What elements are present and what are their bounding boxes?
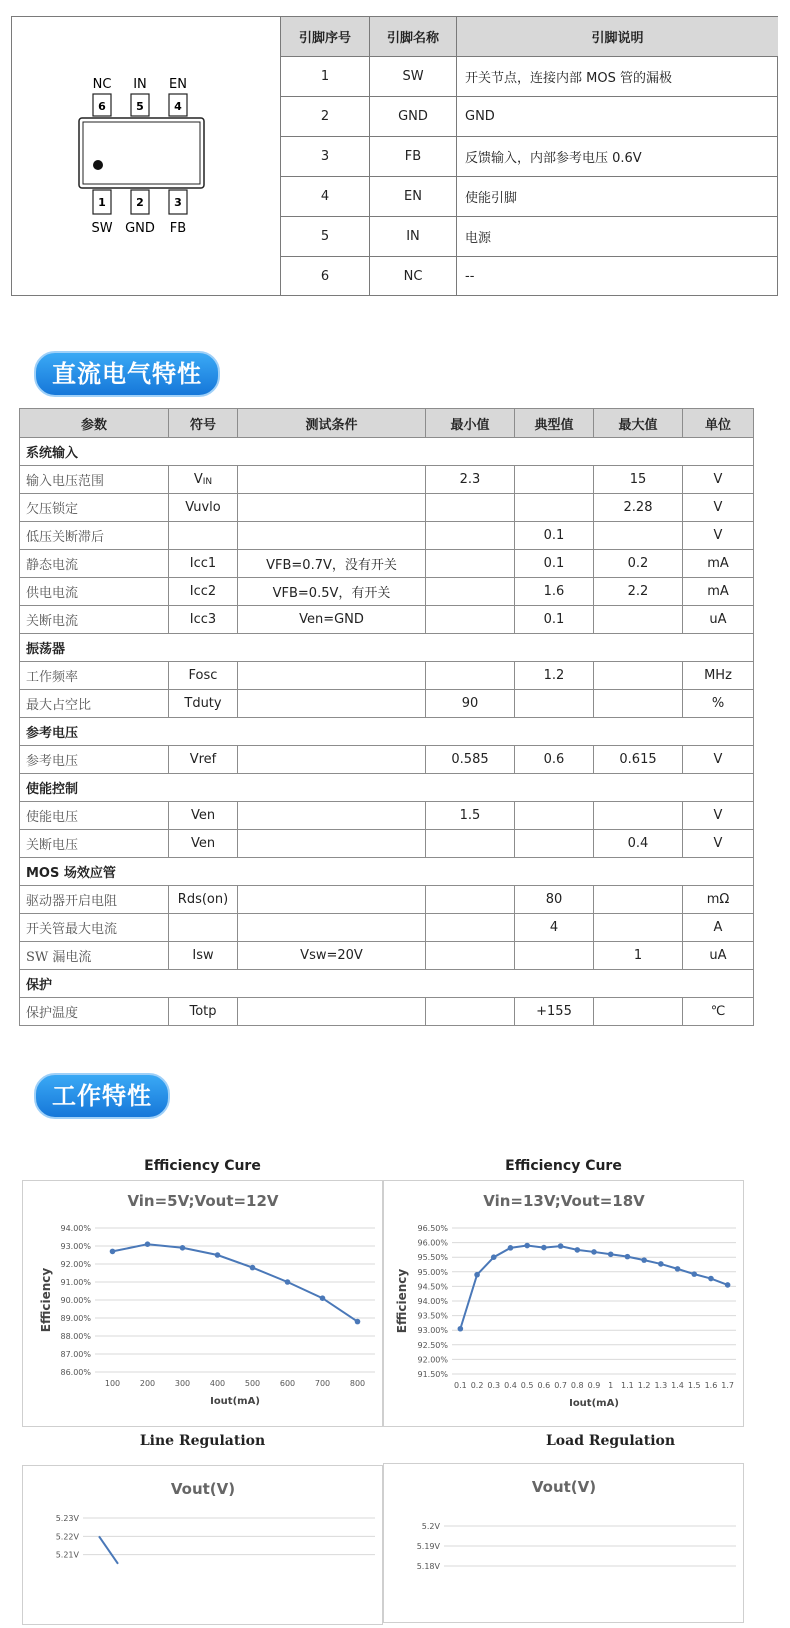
unit-cell: V bbox=[683, 494, 754, 522]
unit-cell: uA bbox=[683, 942, 754, 970]
chart-subtitle: Vin=13V;Vout=18V bbox=[483, 1192, 645, 1210]
pin-number-cell: 1 bbox=[281, 57, 370, 97]
symbol-cell: Vuvlo bbox=[169, 494, 238, 522]
chart-svg bbox=[384, 1464, 743, 1622]
typ-cell: 1.6 bbox=[515, 578, 594, 606]
max-cell bbox=[594, 886, 683, 914]
table-row bbox=[281, 137, 779, 177]
x-tick-label: 400 bbox=[209, 1379, 226, 1388]
param-cell: 欠压锁定 bbox=[20, 494, 169, 522]
data-point bbox=[725, 1282, 731, 1288]
pin-number: 1 bbox=[98, 196, 106, 209]
data-point bbox=[145, 1241, 151, 1247]
unit-cell: uA bbox=[683, 606, 754, 634]
max-cell: 15 bbox=[594, 466, 683, 494]
symbol-cell: Isw bbox=[169, 942, 238, 970]
typ-cell: 0.1 bbox=[515, 550, 594, 578]
pin-number: 4 bbox=[174, 100, 182, 113]
data-point bbox=[641, 1257, 647, 1263]
y-tick-label: 5.23V bbox=[55, 1514, 79, 1523]
package-drawing bbox=[12, 17, 280, 295]
pin-name-cell: FB bbox=[370, 137, 457, 177]
condition-cell: Ven=GND bbox=[238, 606, 426, 634]
pin-label-top: NC bbox=[92, 77, 112, 92]
max-cell: 0.615 bbox=[594, 746, 683, 774]
x-tick-label: 1 bbox=[608, 1381, 614, 1390]
y-tick-label: 96.00% bbox=[417, 1238, 448, 1248]
x-tick-label: 300 bbox=[174, 1379, 191, 1388]
x-tick-label: 0.4 bbox=[504, 1381, 517, 1390]
min-cell: 2.3 bbox=[426, 466, 515, 494]
typ-cell: 0.1 bbox=[515, 522, 594, 550]
data-point bbox=[355, 1319, 361, 1325]
symbol-cell bbox=[169, 522, 238, 550]
data-point bbox=[691, 1271, 697, 1277]
typ-cell bbox=[515, 466, 594, 494]
typ-cell: 80 bbox=[515, 886, 594, 914]
y-tick-label: 92.00% bbox=[417, 1355, 448, 1365]
min-cell: 1.5 bbox=[426, 802, 515, 830]
y-tick-label: 87.00% bbox=[60, 1350, 91, 1359]
symbol-cell: VIN bbox=[169, 466, 238, 494]
y-tick-label: 89.00% bbox=[60, 1314, 91, 1323]
section-title-working: 工作特性 bbox=[34, 1073, 170, 1119]
pin-description-table bbox=[280, 17, 778, 296]
data-point bbox=[110, 1249, 116, 1255]
table-row bbox=[20, 746, 754, 774]
condition-cell bbox=[238, 466, 426, 494]
category-row bbox=[20, 858, 754, 886]
table-row bbox=[20, 662, 754, 690]
unit-cell: MHz bbox=[683, 662, 754, 690]
table-row bbox=[20, 690, 754, 718]
max-cell: 2.28 bbox=[594, 494, 683, 522]
param-cell: 工作频率 bbox=[20, 662, 169, 690]
chart-svg bbox=[23, 1181, 382, 1426]
category-label: 保护 bbox=[20, 970, 754, 998]
unit-cell: mΩ bbox=[683, 886, 754, 914]
typ-cell: +155 bbox=[515, 998, 594, 1026]
x-tick-label: 500 bbox=[244, 1379, 261, 1388]
x-axis-label: Iout(mA) bbox=[210, 1396, 260, 1407]
condition-cell bbox=[238, 998, 426, 1026]
param-cell: 低压关断滞后 bbox=[20, 522, 169, 550]
condition-cell bbox=[238, 522, 426, 550]
data-point bbox=[591, 1249, 597, 1255]
x-tick-label: 1.2 bbox=[637, 1381, 651, 1390]
y-tick-label: 5.19V bbox=[416, 1542, 440, 1551]
x-tick-label: 1.6 bbox=[704, 1381, 718, 1390]
data-point bbox=[180, 1245, 186, 1251]
typ-cell bbox=[515, 942, 594, 970]
y-tick-label: 5.22V bbox=[55, 1532, 79, 1542]
min-cell bbox=[426, 998, 515, 1026]
header-cell: 引脚序号 bbox=[281, 17, 370, 57]
top-pin-row bbox=[93, 77, 187, 116]
typ-cell: 0.1 bbox=[515, 606, 594, 634]
unit-cell: V bbox=[683, 466, 754, 494]
section-title-electrical: 直流电气特性 bbox=[34, 351, 220, 397]
y-tick-label: 90.00% bbox=[60, 1296, 91, 1305]
category-row bbox=[20, 438, 754, 466]
x-tick-label: 0.9 bbox=[587, 1381, 601, 1390]
y-tick-label: 94.50% bbox=[417, 1282, 448, 1292]
electrical-characteristics-table bbox=[19, 408, 754, 1026]
unit-cell: V bbox=[683, 746, 754, 774]
pin-number: 6 bbox=[98, 100, 106, 113]
y-axis-label: Efficiency bbox=[395, 1268, 409, 1334]
param-cell: 关断电流 bbox=[20, 606, 169, 634]
pin-label-bottom: SW bbox=[91, 221, 113, 236]
param-cell: 输入电压范围 bbox=[20, 466, 169, 494]
y-tick-label: 94.00% bbox=[60, 1224, 91, 1233]
category-row bbox=[20, 970, 754, 998]
condition-cell bbox=[238, 830, 426, 858]
pin-number: 2 bbox=[136, 196, 144, 209]
bottom-pin-row bbox=[91, 190, 187, 236]
y-tick-label: 94.00% bbox=[417, 1297, 448, 1306]
unit-cell: V bbox=[683, 522, 754, 550]
pin-desc-cell: GND bbox=[457, 97, 779, 137]
max-cell: 2.2 bbox=[594, 578, 683, 606]
pin-desc-cell: 反馈输入，内部参考电压 0.6V bbox=[457, 137, 779, 177]
x-tick-label: 0.1 bbox=[453, 1381, 467, 1390]
series-line bbox=[99, 1536, 118, 1564]
table-header-row bbox=[20, 409, 754, 438]
data-point bbox=[541, 1245, 547, 1251]
data-point bbox=[320, 1295, 326, 1301]
min-cell bbox=[426, 550, 515, 578]
header-cell: 参数 bbox=[20, 409, 169, 438]
max-cell bbox=[594, 802, 683, 830]
condition-cell: VFB=0.5V，有开关 bbox=[238, 578, 426, 606]
y-tick-label: 86.00% bbox=[60, 1368, 91, 1377]
chart-title: Line Regulation bbox=[139, 1433, 266, 1449]
y-tick-label: 93.50% bbox=[417, 1311, 448, 1321]
symbol-cell: Ven bbox=[169, 830, 238, 858]
symbol-cell: Icc3 bbox=[169, 606, 238, 634]
pin-label-bottom: GND bbox=[125, 221, 155, 236]
symbol-cell: Rds(on) bbox=[169, 886, 238, 914]
y-tick-label: 95.00% bbox=[417, 1267, 448, 1277]
pin1-marker-dot bbox=[93, 160, 103, 170]
header-cell: 引脚名称 bbox=[370, 17, 457, 57]
typ-cell bbox=[515, 690, 594, 718]
pin-name-cell: NC bbox=[370, 257, 457, 297]
y-tick-label: 5.21V bbox=[55, 1550, 79, 1560]
x-tick-label: 0.3 bbox=[487, 1381, 501, 1390]
y-tick-label: 5.18V bbox=[416, 1562, 440, 1571]
x-axis-label: Iout(mA) bbox=[569, 1398, 619, 1409]
typ-cell: 1.2 bbox=[515, 662, 594, 690]
condition-cell bbox=[238, 914, 426, 942]
table-header-row bbox=[281, 17, 779, 57]
x-tick-label: 0.5 bbox=[520, 1381, 534, 1390]
unit-cell: mA bbox=[683, 550, 754, 578]
condition-cell bbox=[238, 690, 426, 718]
header-cell: 最大值 bbox=[594, 409, 683, 438]
max-cell bbox=[594, 998, 683, 1026]
pin-diagram bbox=[12, 17, 281, 295]
x-tick-label: 0.8 bbox=[570, 1381, 584, 1390]
header-cell: 最小值 bbox=[426, 409, 515, 438]
min-cell: 90 bbox=[426, 690, 515, 718]
pin-desc-cell: 开关节点，连接内部 MOS 管的漏极 bbox=[457, 57, 779, 97]
param-cell: 参考电压 bbox=[20, 746, 169, 774]
category-label: 参考电压 bbox=[20, 718, 754, 746]
chart-subtitle: Vout(V) bbox=[170, 1480, 236, 1498]
condition-cell bbox=[238, 886, 426, 914]
param-cell: 开关管最大电流 bbox=[20, 914, 169, 942]
category-label: 使能控制 bbox=[20, 774, 754, 802]
max-cell bbox=[594, 662, 683, 690]
x-tick-label: 1.7 bbox=[721, 1381, 735, 1390]
data-point bbox=[558, 1243, 564, 1249]
header-cell: 单位 bbox=[683, 409, 754, 438]
pin-name-cell: IN bbox=[370, 217, 457, 257]
y-tick-label: 95.50% bbox=[417, 1253, 448, 1263]
table-row bbox=[20, 494, 754, 522]
unit-cell: ℃ bbox=[683, 998, 754, 1026]
max-cell: 0.2 bbox=[594, 550, 683, 578]
symbol-cell: Vref bbox=[169, 746, 238, 774]
pin-label-bottom: FB bbox=[169, 221, 187, 236]
unit-cell: V bbox=[683, 802, 754, 830]
data-point bbox=[524, 1243, 530, 1249]
min-cell bbox=[426, 578, 515, 606]
min-cell bbox=[426, 914, 515, 942]
symbol-cell: Fosc bbox=[169, 662, 238, 690]
package-body bbox=[79, 118, 204, 188]
header-cell: 典型值 bbox=[515, 409, 594, 438]
pin-desc-cell: 使能引脚 bbox=[457, 177, 779, 217]
min-cell bbox=[426, 830, 515, 858]
x-tick-label: 1.5 bbox=[687, 1381, 701, 1390]
y-tick-label: 91.00% bbox=[60, 1278, 91, 1287]
category-row bbox=[20, 634, 754, 662]
x-tick-label: 0.2 bbox=[470, 1381, 484, 1390]
chart-title: Load Regulation bbox=[545, 1433, 676, 1449]
param-cell: SW 漏电流 bbox=[20, 942, 169, 970]
min-cell bbox=[426, 494, 515, 522]
table-row bbox=[20, 606, 754, 634]
pin-number-cell: 5 bbox=[281, 217, 370, 257]
efficiency-chart-2 bbox=[383, 1180, 744, 1427]
param-cell: 驱动器开启电阻 bbox=[20, 886, 169, 914]
pin-desc-cell: -- bbox=[457, 257, 779, 297]
x-tick-label: 0.6 bbox=[537, 1381, 551, 1390]
pin-label-top: IN bbox=[133, 77, 147, 92]
typ-cell: 0.6 bbox=[515, 746, 594, 774]
category-row bbox=[20, 718, 754, 746]
data-point bbox=[458, 1326, 464, 1332]
table-row bbox=[20, 466, 754, 494]
table-row bbox=[20, 550, 754, 578]
y-tick-label: 88.00% bbox=[60, 1332, 91, 1341]
pin-name-cell: EN bbox=[370, 177, 457, 217]
y-tick-label: 93.00% bbox=[60, 1242, 91, 1251]
data-point bbox=[215, 1252, 221, 1258]
table-row bbox=[20, 578, 754, 606]
chart-title: Efficiency Cure bbox=[144, 1158, 261, 1174]
pin-number-cell: 3 bbox=[281, 137, 370, 177]
pin-number-cell: 2 bbox=[281, 97, 370, 137]
table-row bbox=[20, 802, 754, 830]
table-row bbox=[20, 998, 754, 1026]
max-cell bbox=[594, 606, 683, 634]
pin-number-cell: 6 bbox=[281, 257, 370, 297]
x-tick-label: 100 bbox=[104, 1379, 121, 1388]
min-cell bbox=[426, 886, 515, 914]
chart-subtitle: Vout(V) bbox=[531, 1478, 597, 1496]
data-point bbox=[608, 1251, 614, 1257]
pin-name-cell: GND bbox=[370, 97, 457, 137]
typ-cell bbox=[515, 802, 594, 830]
series-line bbox=[460, 1246, 727, 1329]
pin-desc-cell: 电源 bbox=[457, 217, 779, 257]
y-tick-label: 96.50% bbox=[417, 1224, 448, 1233]
symbol-cell: Tduty bbox=[169, 690, 238, 718]
min-cell bbox=[426, 522, 515, 550]
category-label: 振荡器 bbox=[20, 634, 754, 662]
condition-cell bbox=[238, 746, 426, 774]
max-cell bbox=[594, 914, 683, 942]
header-cell: 符号 bbox=[169, 409, 238, 438]
data-point bbox=[508, 1245, 514, 1251]
category-label: 系统输入 bbox=[20, 438, 754, 466]
max-cell bbox=[594, 522, 683, 550]
x-tick-label: 1.3 bbox=[654, 1381, 668, 1390]
table-row bbox=[20, 830, 754, 858]
min-cell bbox=[426, 662, 515, 690]
param-cell: 关断电压 bbox=[20, 830, 169, 858]
max-cell: 1 bbox=[594, 942, 683, 970]
typ-cell: 4 bbox=[515, 914, 594, 942]
chart-svg bbox=[384, 1181, 743, 1426]
load-regulation-chart bbox=[383, 1463, 744, 1623]
condition-cell: Vsw=20V bbox=[238, 942, 426, 970]
y-tick-label: 92.50% bbox=[417, 1340, 448, 1350]
series-line bbox=[113, 1244, 358, 1321]
x-tick-label: 1.1 bbox=[621, 1381, 634, 1390]
condition-cell bbox=[238, 802, 426, 830]
table-row bbox=[20, 942, 754, 970]
pin-config-section bbox=[11, 16, 778, 296]
data-point bbox=[285, 1279, 291, 1285]
data-point bbox=[250, 1265, 256, 1271]
symbol-cell bbox=[169, 914, 238, 942]
param-cell: 静态电流 bbox=[20, 550, 169, 578]
y-axis-label: Efficiency bbox=[39, 1267, 53, 1333]
efficiency-chart-1 bbox=[22, 1180, 383, 1427]
pin-number: 5 bbox=[136, 100, 144, 113]
electrical-table-body bbox=[20, 438, 754, 1026]
line-regulation-chart bbox=[22, 1465, 383, 1625]
header-cell: 引脚说明 bbox=[457, 17, 779, 57]
data-point bbox=[474, 1272, 480, 1278]
category-label: MOS 场效应管 bbox=[20, 858, 754, 886]
table-row bbox=[281, 57, 779, 97]
param-cell: 供电电流 bbox=[20, 578, 169, 606]
table-row bbox=[20, 522, 754, 550]
category-row bbox=[20, 774, 754, 802]
data-point bbox=[574, 1247, 580, 1253]
unit-cell: V bbox=[683, 830, 754, 858]
x-tick-label: 1.4 bbox=[671, 1381, 684, 1390]
y-tick-label: 91.50% bbox=[417, 1370, 448, 1379]
table-row bbox=[20, 914, 754, 942]
y-tick-label: 92.00% bbox=[60, 1260, 91, 1269]
min-cell bbox=[426, 942, 515, 970]
chart-title: Efficiency Cure bbox=[505, 1158, 622, 1174]
min-cell bbox=[426, 606, 515, 634]
param-cell: 保护温度 bbox=[20, 998, 169, 1026]
table-row bbox=[281, 217, 779, 257]
data-point bbox=[625, 1254, 631, 1260]
y-tick-label: 5.2V bbox=[421, 1522, 440, 1531]
header-cell: 测试条件 bbox=[238, 409, 426, 438]
unit-cell: A bbox=[683, 914, 754, 942]
param-cell: 最大占空比 bbox=[20, 690, 169, 718]
max-cell bbox=[594, 690, 683, 718]
condition-cell bbox=[238, 662, 426, 690]
typ-cell bbox=[515, 494, 594, 522]
data-point bbox=[491, 1254, 497, 1260]
data-point bbox=[708, 1276, 714, 1282]
pin-number: 3 bbox=[174, 196, 182, 209]
symbol-cell: Totp bbox=[169, 998, 238, 1026]
typ-cell bbox=[515, 830, 594, 858]
data-point bbox=[658, 1261, 664, 1267]
condition-cell: VFB=0.7V，没有开关 bbox=[238, 550, 426, 578]
table-row bbox=[281, 97, 779, 137]
min-cell: 0.585 bbox=[426, 746, 515, 774]
x-tick-label: 700 bbox=[314, 1379, 331, 1388]
condition-cell bbox=[238, 494, 426, 522]
x-tick-label: 200 bbox=[139, 1379, 156, 1388]
max-cell: 0.4 bbox=[594, 830, 683, 858]
symbol-cell: Icc1 bbox=[169, 550, 238, 578]
x-tick-label: 0.7 bbox=[554, 1381, 567, 1390]
param-cell: 使能电压 bbox=[20, 802, 169, 830]
table-row bbox=[20, 886, 754, 914]
pin-name-cell: SW bbox=[370, 57, 457, 97]
x-tick-label: 600 bbox=[279, 1379, 296, 1388]
unit-cell: % bbox=[683, 690, 754, 718]
unit-cell: mA bbox=[683, 578, 754, 606]
table-row bbox=[281, 257, 779, 297]
table-row bbox=[281, 177, 779, 217]
data-point bbox=[675, 1266, 681, 1272]
x-tick-label: 800 bbox=[349, 1379, 366, 1388]
chart-subtitle: Vin=5V;Vout=12V bbox=[127, 1192, 279, 1210]
y-tick-label: 93.00% bbox=[417, 1326, 448, 1336]
pin-label-top: EN bbox=[169, 77, 187, 92]
chart-svg bbox=[23, 1466, 382, 1624]
symbol-cell: Icc2 bbox=[169, 578, 238, 606]
symbol-cell: Ven bbox=[169, 802, 238, 830]
pin-number-cell: 4 bbox=[281, 177, 370, 217]
